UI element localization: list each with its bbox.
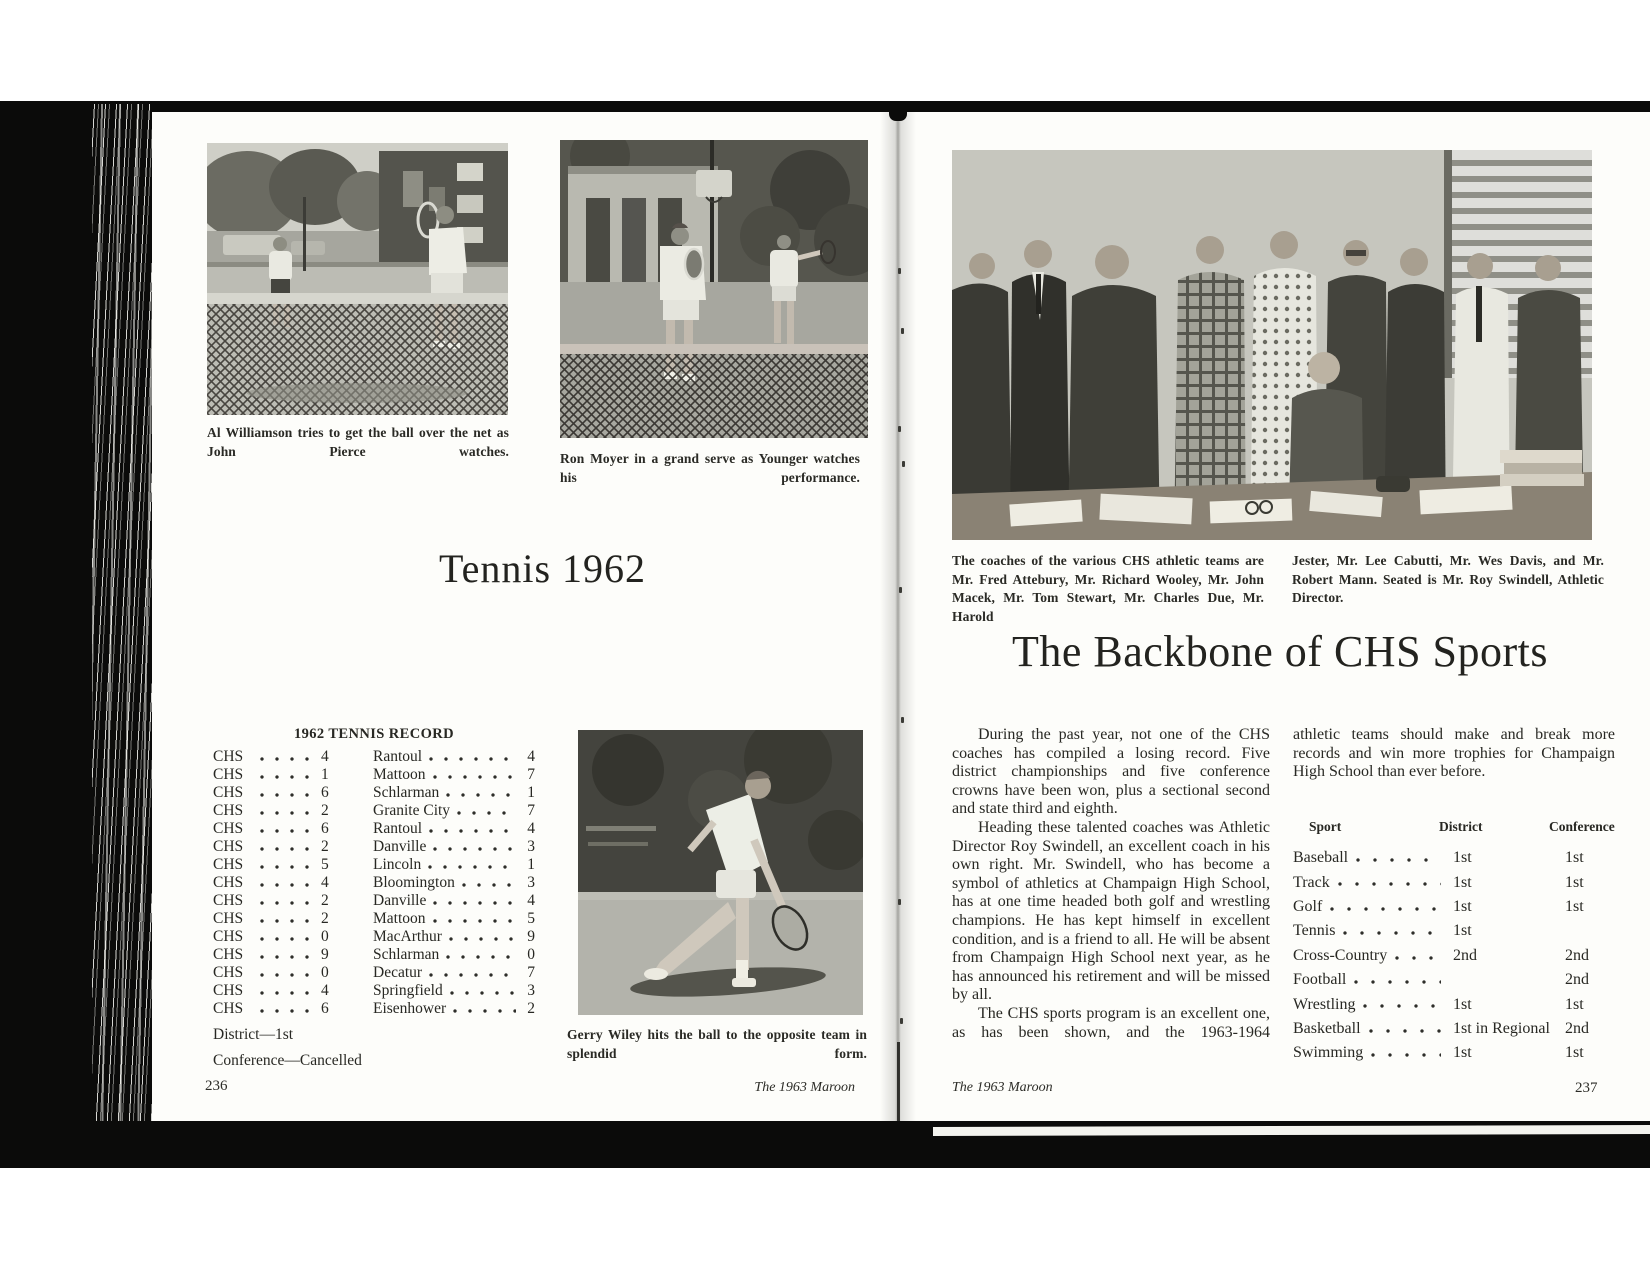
scan-speck <box>902 461 905 467</box>
result-district: 1st <box>1453 995 1472 1013</box>
tennis-record-row <box>213 838 535 856</box>
record-team-score: 6 <box>321 784 329 801</box>
record-district-note: District—1st <box>213 1026 294 1043</box>
record-team: CHS <box>213 856 244 873</box>
book-top-edge <box>0 101 1650 112</box>
article-column-2 <box>1293 726 1615 1066</box>
result-district: 1st <box>1453 922 1472 940</box>
dot-leader <box>260 901 316 905</box>
dot-leader <box>260 775 316 779</box>
header-district: District <box>1439 818 1483 834</box>
dot-leader <box>1371 1053 1441 1057</box>
tennis-record-row <box>213 748 535 766</box>
dot-leader <box>446 793 516 797</box>
dot-leader <box>428 865 516 869</box>
article-column-1 <box>952 726 1270 1042</box>
dot-leader <box>1363 1004 1441 1008</box>
record-team-score: 6 <box>321 820 329 837</box>
record-team: CHS <box>213 1000 244 1017</box>
article-heading: The Backbone of CHS Sports <box>1011 627 1549 676</box>
record-opponent: Schlarman <box>373 784 440 801</box>
record-team: CHS <box>213 766 244 783</box>
record-opponent-score: 7 <box>527 802 535 819</box>
tennis-record-row <box>213 820 535 838</box>
results-table-rows <box>1293 846 1623 1066</box>
results-row <box>1293 993 1623 1017</box>
record-opponent: Bloomington <box>373 874 455 891</box>
results-row <box>1293 920 1623 944</box>
scan-speck <box>898 899 901 905</box>
record-opponent: Decatur <box>373 964 423 981</box>
result-sport: Swimming <box>1293 1044 1364 1062</box>
record-opponent-score: 1 <box>527 856 535 873</box>
right-page-number: 237 <box>1575 1080 1598 1096</box>
dot-leader <box>260 757 316 761</box>
tennis-record-row <box>213 784 535 802</box>
record-conference-note: Conference—Cancelled <box>213 1052 362 1069</box>
coaches-caption-right: Jester, Mr. Lee Cabutti, Mr. Wes Davis, and Mr. Robert Mann. Seated is Mr. Roy Swindell, Athletic Director. <box>1292 553 1604 605</box>
tennis-photo-1-image <box>207 143 508 415</box>
dot-leader <box>260 829 316 833</box>
record-opponent-score: 5 <box>527 910 535 927</box>
dot-leader <box>260 919 316 923</box>
record-team: CHS <box>213 964 244 981</box>
record-opponent: Eisenhower <box>373 1000 447 1017</box>
dot-leader <box>457 811 516 815</box>
results-row <box>1293 846 1623 870</box>
result-sport: Football <box>1293 971 1347 989</box>
record-opponent: MacArthur <box>373 928 442 945</box>
tennis-record-table <box>213 726 535 1078</box>
result-conference: 1st <box>1565 1044 1584 1062</box>
tennis-record-row <box>213 910 535 928</box>
result-district: 1st in Regional <box>1453 1020 1550 1037</box>
page-title: Tennis 1962 <box>438 546 647 591</box>
coaches-caption-left: The coaches of the various CHS athletic teams are Mr. Fred Attebury, Mr. Richard Wooley, Mr. John Macek, Mr. Tom Stewart, Mr. Charles Due, Mr. Harold <box>952 553 1264 624</box>
record-opponent-score: 3 <box>527 982 535 999</box>
tennis-record-row <box>213 928 535 946</box>
article-paragraph: athletic teams should make and break more records and win more trophies for Champaign High School than ever before. <box>1293 726 1615 781</box>
tennis-record-row <box>213 766 535 784</box>
record-team-score: 4 <box>321 982 329 999</box>
dot-leader <box>453 1009 516 1013</box>
tennis-record-row <box>213 1000 535 1018</box>
dot-leader <box>429 757 516 761</box>
dot-leader <box>260 973 316 977</box>
result-sport: Cross-Country <box>1293 946 1388 964</box>
record-team-score: 2 <box>321 892 329 909</box>
results-table <box>1293 818 1623 1066</box>
results-row <box>1293 1042 1623 1066</box>
left-page-number: 236 <box>205 1078 228 1094</box>
dot-leader <box>449 937 516 941</box>
photo3-caption: Gerry Wiley hits the ball to the opposite team in splendid form. <box>567 1027 867 1061</box>
record-team: CHS <box>213 928 244 945</box>
scan-speck <box>898 268 901 274</box>
tennis-record-row <box>213 964 535 982</box>
coaches-photo-image <box>952 150 1592 540</box>
record-team-score: 2 <box>321 910 329 927</box>
record-opponent-score: 3 <box>527 874 535 891</box>
photo2-caption: Ron Moyer in a grand serve as Younger watches his performance. <box>560 451 860 485</box>
book-spine <box>880 112 916 1122</box>
record-team-score: 4 <box>321 874 329 891</box>
tennis-record-heading: 1962 TENNIS RECORD <box>293 726 455 742</box>
dot-leader <box>260 865 316 869</box>
tennis-record-row <box>213 802 535 820</box>
header-sport: Sport <box>1309 818 1342 834</box>
scan-speck <box>900 1018 903 1024</box>
dot-leader <box>260 793 316 797</box>
tennis-record-row <box>213 946 535 964</box>
tennis-record-row <box>213 892 535 910</box>
record-opponent: Rantoul <box>373 820 423 837</box>
tennis-photo-3-image <box>578 730 863 1015</box>
result-sport: Tennis <box>1293 922 1336 940</box>
dot-leader <box>260 1009 316 1013</box>
record-team: CHS <box>213 982 244 999</box>
results-row <box>1293 944 1623 968</box>
tennis-record-row <box>213 856 535 874</box>
record-opponent: Granite City <box>373 802 451 819</box>
dot-leader <box>260 883 316 887</box>
scan-speck <box>901 717 904 723</box>
result-district: 1st <box>1453 873 1472 891</box>
record-opponent-score: 2 <box>527 1000 535 1017</box>
record-opponent-score: 4 <box>527 892 535 909</box>
article-paragraph: During the past year, not one of the CHS coaches has compiled a losing record. Five district championships and five conference crowns have been won, plus a sectional second and state third and eighth. <box>952 726 1270 818</box>
dot-leader <box>429 829 516 833</box>
result-conference: 2nd <box>1565 971 1589 989</box>
scan-speck <box>899 587 902 593</box>
record-team: CHS <box>213 946 244 963</box>
results-row <box>1293 968 1623 992</box>
results-row <box>1293 871 1623 895</box>
dot-leader <box>433 847 516 851</box>
result-sport: Wrestling <box>1293 995 1356 1013</box>
record-team-score: 1 <box>321 766 329 783</box>
right-footer-book-title: The 1963 Maroon <box>952 1080 1053 1095</box>
record-team: CHS <box>213 784 244 801</box>
record-opponent-score: 3 <box>527 838 535 855</box>
result-conference: 1st <box>1565 849 1584 867</box>
record-opponent: Lincoln <box>373 856 422 873</box>
record-opponent-score: 4 <box>527 820 535 837</box>
record-team-score: 9 <box>321 946 329 963</box>
dot-leader <box>1354 980 1441 984</box>
record-opponent-score: 7 <box>527 766 535 783</box>
record-team: CHS <box>213 892 244 909</box>
dot-leader <box>1338 882 1441 886</box>
result-district: 1st <box>1453 1044 1472 1062</box>
result-district: 2nd <box>1453 946 1477 964</box>
results-table-header <box>1293 818 1623 837</box>
dot-leader <box>433 919 516 923</box>
dot-leader <box>1356 858 1441 862</box>
right-page-bottom-edge <box>933 1125 1650 1136</box>
record-team-score: 2 <box>321 838 329 855</box>
spine-top-shadow <box>889 101 907 121</box>
result-conference: 1st <box>1565 873 1584 891</box>
dot-leader <box>260 991 316 995</box>
record-team: CHS <box>213 910 244 927</box>
record-team-score: 4 <box>321 748 329 765</box>
record-opponent: Mattoon <box>373 766 426 783</box>
results-row <box>1293 895 1623 919</box>
tennis-photo-2-image <box>560 140 868 438</box>
record-opponent-score: 7 <box>527 964 535 981</box>
record-team: CHS <box>213 748 244 765</box>
dot-leader <box>462 883 516 887</box>
dot-leader <box>433 901 516 905</box>
record-opponent: Danville <box>373 838 427 855</box>
dot-leader <box>429 973 516 977</box>
record-opponent: Springfield <box>373 982 443 999</box>
dot-leader <box>433 775 516 779</box>
record-team-score: 6 <box>321 1000 329 1017</box>
record-opponent: Danville <box>373 892 427 909</box>
record-opponent-score: 9 <box>527 928 535 945</box>
result-conference: 1st <box>1565 898 1584 916</box>
dot-leader <box>1343 931 1441 935</box>
result-conference: 2nd <box>1565 1020 1589 1037</box>
record-team-score: 2 <box>321 802 329 819</box>
dot-leader <box>1330 907 1441 911</box>
dot-leader <box>1369 1029 1441 1033</box>
record-team: CHS <box>213 838 244 855</box>
dot-leader <box>260 847 316 851</box>
dot-leader <box>450 991 516 995</box>
result-sport: Track <box>1293 873 1330 891</box>
result-sport: Golf <box>1293 898 1323 916</box>
dot-leader <box>260 811 316 815</box>
dot-leader <box>1395 956 1441 960</box>
record-team-score: 0 <box>321 964 329 981</box>
result-conference: 2nd <box>1565 946 1589 964</box>
results-row <box>1293 1017 1623 1041</box>
scan-speck <box>901 328 904 334</box>
spine-bottom-shadow <box>897 1042 900 1126</box>
dot-leader <box>446 955 516 959</box>
record-opponent: Rantoul <box>373 748 423 765</box>
record-opponent-score: 0 <box>527 946 535 963</box>
record-team: CHS <box>213 820 244 837</box>
record-team-score: 0 <box>321 928 329 945</box>
record-team: CHS <box>213 874 244 891</box>
photo1-caption: Al Williamson tries to get the ball over the net as John Pierce watches. <box>207 425 509 459</box>
dot-leader <box>260 955 316 959</box>
dot-leader <box>260 937 316 941</box>
result-district: 1st <box>1453 849 1472 867</box>
result-sport: Baseball <box>1293 849 1349 867</box>
record-opponent-score: 4 <box>527 748 535 765</box>
result-sport: Basketball <box>1293 1020 1361 1037</box>
record-opponent-score: 1 <box>527 784 535 801</box>
result-conference: 1st <box>1565 995 1584 1013</box>
record-opponent: Schlarman <box>373 946 440 963</box>
article-paragraph: The CHS sports program is an excellent one, as has been shown, and the 1963-1964 <box>952 1004 1270 1041</box>
header-conference: Conference <box>1549 818 1615 834</box>
tennis-record-row <box>213 874 535 892</box>
record-team: CHS <box>213 802 244 819</box>
record-opponent: Mattoon <box>373 910 426 927</box>
page-edge-texture <box>92 104 152 1144</box>
article-paragraph: Heading these talented coaches was Athletic Director Roy Swindell, an excellent coach in his own right. Mr. Swindell, who has become a symbol of athletics at Champaign High School, has at one time headed both golf and wrestling champions. He has kept himself in excellent condition, and is a friend to all. He will be absent from Champaign High School next year, as he has announced his retirement and will be missed by all. <box>952 818 1270 1004</box>
result-district: 1st <box>1453 898 1472 916</box>
tennis-record-rows <box>213 748 535 1018</box>
tennis-record-row <box>213 982 535 1000</box>
record-team-score: 5 <box>321 856 329 873</box>
scan-speck <box>898 426 901 432</box>
left-footer-book-title: The 1963 Maroon <box>754 1080 855 1095</box>
